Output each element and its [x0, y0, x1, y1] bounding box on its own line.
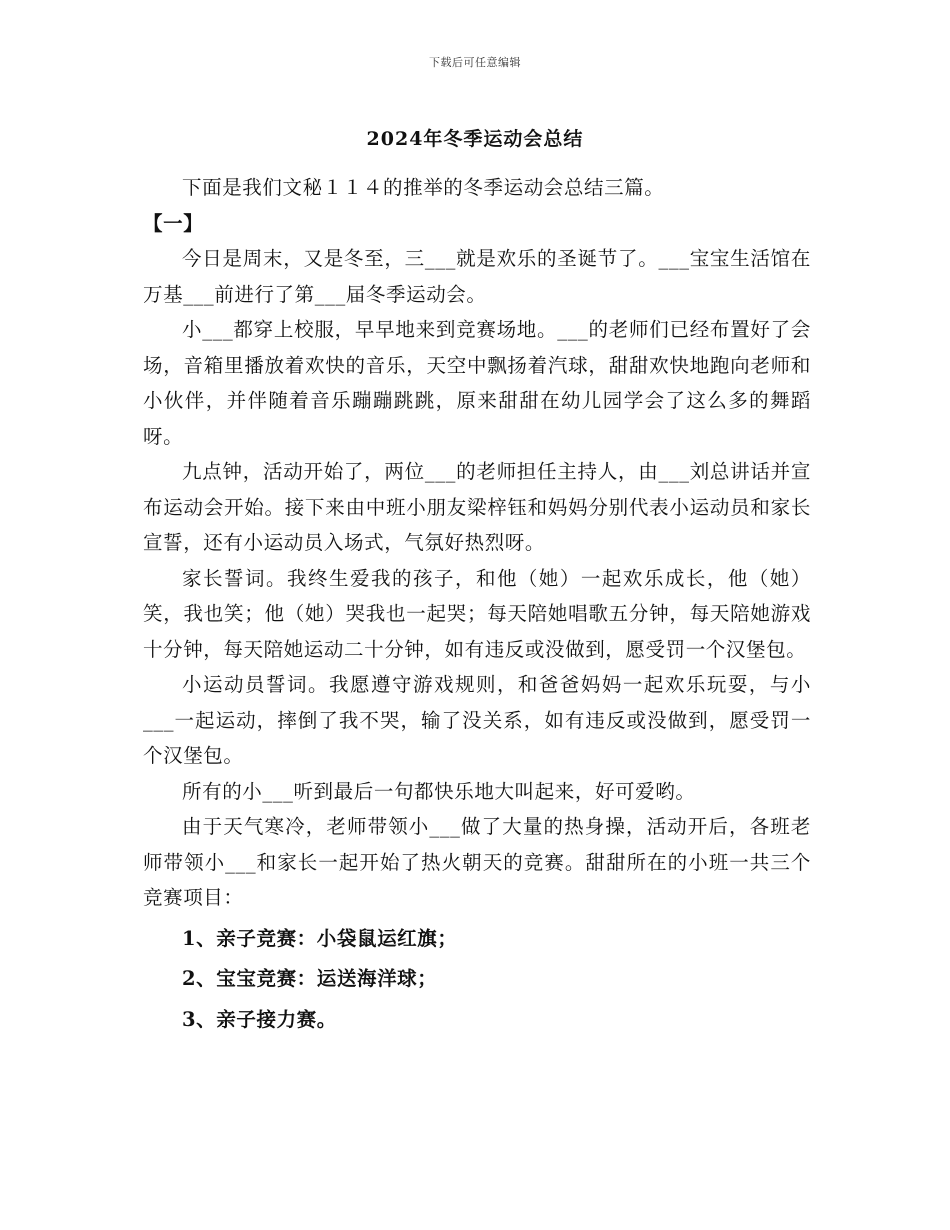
body-paragraph: 九点钟，活动开始了，两位___的老师担任主持人，由___刘总讲话并宣布运动会开始。接下来由中班小朋友梁梓钰和妈妈分别代表小运动员和家长宣誓，还有小运动员入场式，气氛好热烈呀。 [143, 460, 811, 554]
header-note: 下载后可任意编辑 [429, 56, 521, 69]
document-title: 2024年冬季运动会总结 [366, 128, 584, 150]
body-paragraph: 小___都穿上校服，早早地来到竞赛场地。___的老师们已经布置好了会场，音箱里播放着欢快的音乐，天空中飘扬着汽球，甜甜欢快地跑向老师和小伙伴，并伴随着音乐蹦蹦跳跳，原来甜甜在幼儿园学会了这么多的舞蹈呀。 [143, 318, 811, 448]
document-body [143, 170, 811, 1037]
body-paragraph: 今日是周末，又是冬至，三___就是欢乐的圣诞节了。___宝宝生活馆在万基___前进行了第___届冬季运动会。 [143, 247, 811, 306]
body-paragraph: 家长誓词。我终生爱我的孩子，和他（她）一起欢乐成长，他（她）笑，我也笑；他（她）哭我也一起哭；每天陪她唱歌五分钟，每天陪她游戏十分钟，每天陪她运动二十分钟，如有违反或没做到，愿受罚一个汉堡包。 [143, 566, 811, 661]
list-item: 1、亲子竞赛：小袋鼠运红旗； [182, 926, 458, 950]
list-item: 2、宝宝竞赛：运送海洋球； [182, 967, 438, 990]
list-item: 3、亲子接力赛。 [182, 1007, 337, 1031]
body-paragraph: 所有的小___听到最后一句都快乐地大叫起来，好可爱哟。 [182, 779, 696, 803]
body-paragraph: 由于天气寒冷，老师带领小___做了大量的热身操，活动开后，各班老师带领小___和家长一起开始了热火朝天的竞赛。甜甜所在的小班一共三个竞赛项目： [143, 815, 811, 909]
section-mark: 【一】 [143, 211, 204, 235]
intro-paragraph: 下面是我们文秘１１４的推举的冬季运动会总结三篇。 [182, 176, 665, 199]
body-paragraph: 小运动员誓词。我愿遵守游戏规则，和爸爸妈妈一起欢乐玩耍，与小___一起运动，摔倒了我不哭，输了没关系，如有违反或没做到，愿受罚一个汉堡包。 [143, 673, 811, 767]
